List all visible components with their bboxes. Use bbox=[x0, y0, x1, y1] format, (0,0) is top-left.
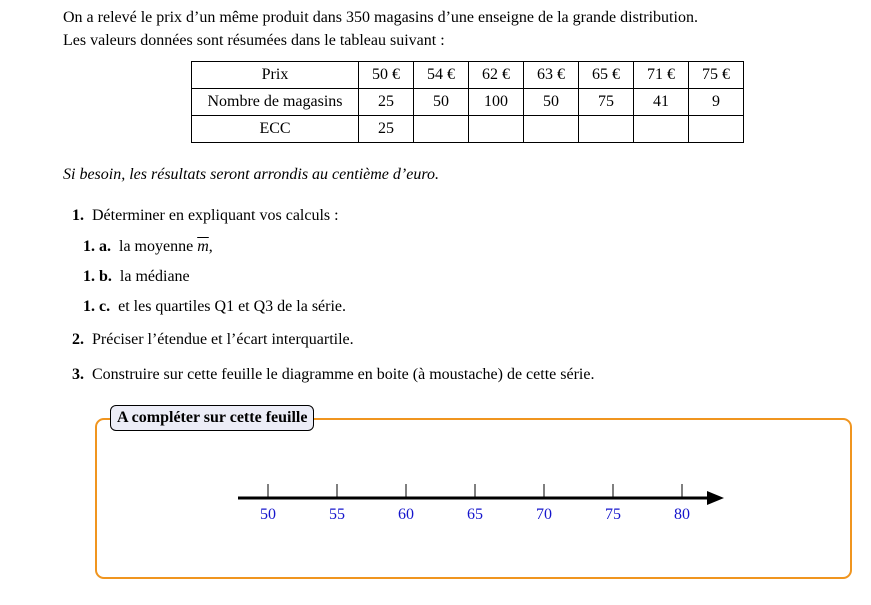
row-header-prix: Prix bbox=[192, 62, 359, 89]
axis-tick-label: 65 bbox=[467, 506, 483, 523]
question-number: 2. bbox=[72, 331, 84, 348]
price-cell: 65 € bbox=[579, 62, 634, 89]
mean-symbol: $\overline{m}$ bbox=[197, 238, 209, 255]
question-text: Déterminer en expliquant vos calculs : bbox=[92, 207, 339, 224]
table-row-prix bbox=[192, 62, 744, 89]
question-text: la moyenne bbox=[119, 238, 198, 255]
ecc-cell bbox=[414, 116, 469, 143]
price-cell: 71 € bbox=[634, 62, 689, 89]
count-cell: 50 bbox=[524, 89, 579, 116]
ecc-cell bbox=[524, 116, 579, 143]
axis-tick-label: 50 bbox=[260, 506, 276, 523]
intro-line-1: On a relevé le prix d’un même produit dans 350 magasins d’une enseigne de la grande distribution. bbox=[63, 9, 698, 26]
question-number: 1. bbox=[72, 207, 84, 224]
intro-line-2: Les valeurs données sont résumées dans le tableau suivant : bbox=[63, 32, 445, 49]
count-cell: 9 bbox=[689, 89, 744, 116]
question-1c bbox=[83, 298, 346, 316]
price-cell: 62 € bbox=[469, 62, 524, 89]
axis-tick-label: 60 bbox=[398, 506, 414, 523]
panel-title: A compléter sur cette feuille bbox=[110, 405, 314, 431]
axis-tick-label: 75 bbox=[605, 506, 621, 523]
axis-ticks bbox=[260, 484, 690, 523]
row-header-magasins: Nombre de magasins bbox=[192, 89, 359, 116]
ecc-cell bbox=[689, 116, 744, 143]
question-number: 1. c. bbox=[83, 298, 111, 315]
question-2 bbox=[72, 331, 354, 349]
rounding-note: Si besoin, les résultats seront arrondis au centième d’euro. bbox=[63, 166, 439, 183]
ecc-cell bbox=[634, 116, 689, 143]
question-number: 3. bbox=[72, 366, 84, 383]
price-axis bbox=[230, 474, 730, 534]
count-cell: 100 bbox=[469, 89, 524, 116]
price-cell: 75 € bbox=[689, 62, 744, 89]
axis-tick-label: 70 bbox=[536, 506, 552, 523]
question-text: Préciser l’étendue et l’écart interquartile. bbox=[92, 331, 354, 348]
question-text: Construire sur cette feuille le diagramme en boite (à moustache) de cette série. bbox=[92, 366, 595, 383]
question-text: et les quartiles Q1 et Q3 de la série. bbox=[118, 298, 347, 315]
question-number: 1. a. bbox=[83, 238, 111, 255]
count-cell: 25 bbox=[359, 89, 414, 116]
axis-tick-label: 55 bbox=[329, 506, 345, 523]
count-cell: 41 bbox=[634, 89, 689, 116]
ecc-cell bbox=[579, 116, 634, 143]
question-suffix: , bbox=[208, 238, 213, 255]
table-row-magasins bbox=[192, 89, 744, 116]
row-header-ecc: ECC bbox=[192, 116, 359, 143]
axis-arrow-icon bbox=[707, 491, 724, 505]
price-cell: 63 € bbox=[524, 62, 579, 89]
question-text: la médiane bbox=[119, 268, 190, 285]
price-cell: 54 € bbox=[414, 62, 469, 89]
question-1a bbox=[83, 238, 213, 256]
question-1 bbox=[72, 207, 339, 225]
count-cell: 50 bbox=[414, 89, 469, 116]
intro-text bbox=[63, 6, 698, 52]
question-number: 1. b. bbox=[83, 268, 112, 285]
count-cell: 75 bbox=[579, 89, 634, 116]
price-cell: 50 € bbox=[359, 62, 414, 89]
ecc-cell bbox=[469, 116, 524, 143]
question-1b bbox=[83, 268, 190, 286]
question-3 bbox=[72, 366, 594, 384]
ecc-cell: 25 bbox=[359, 116, 414, 143]
price-table bbox=[191, 61, 744, 143]
table-row-ecc bbox=[192, 116, 744, 143]
axis-tick-label: 80 bbox=[674, 506, 690, 523]
